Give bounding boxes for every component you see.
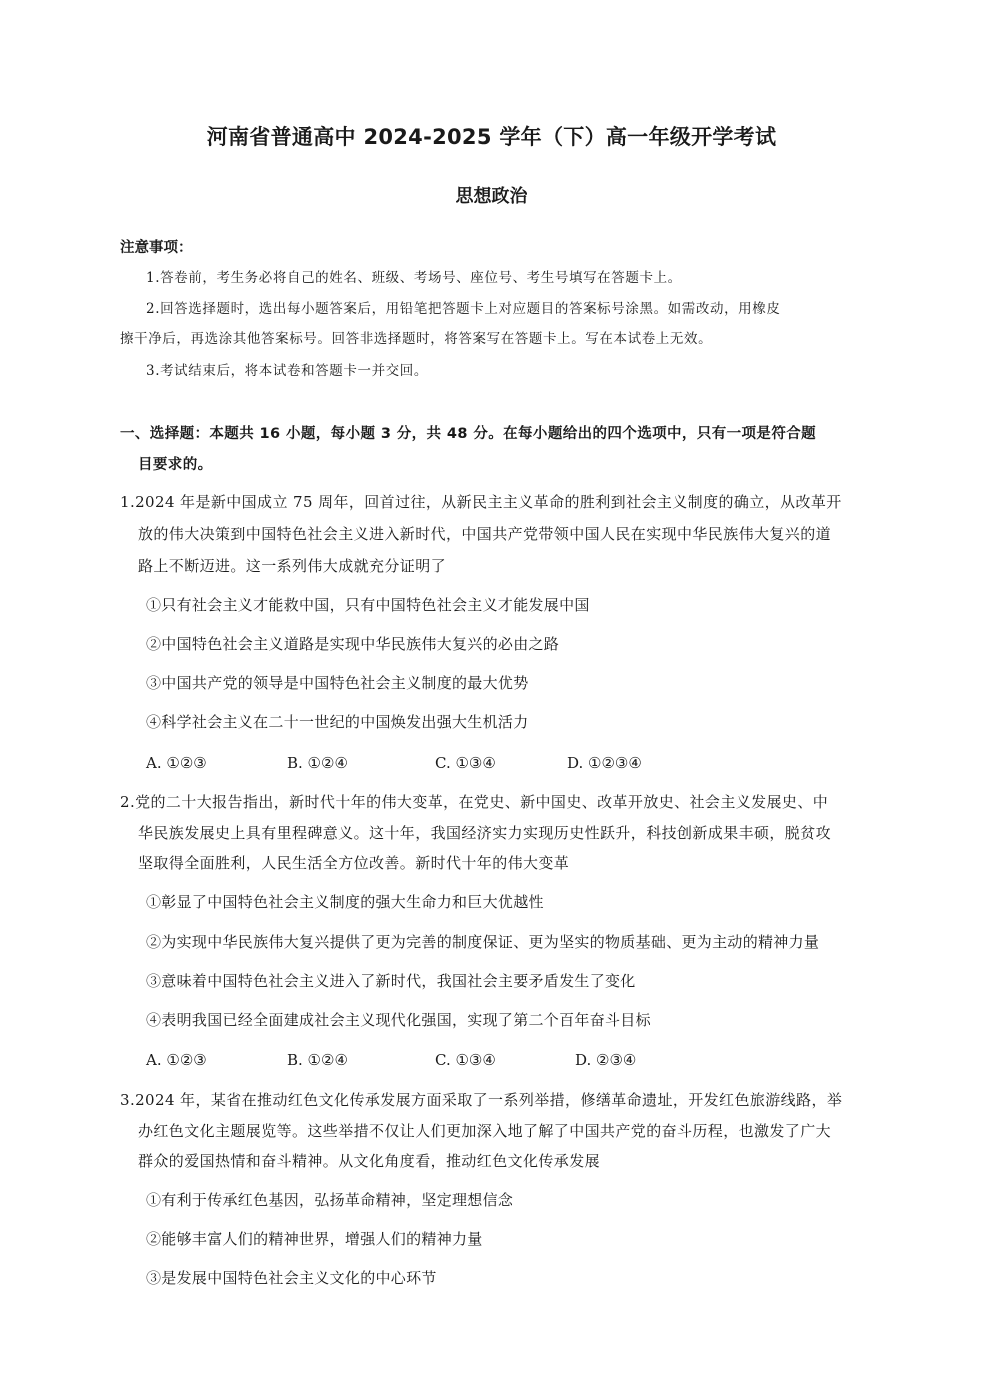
q2-stem-line-2: 华民族发展史上具有里程碑意义。这十年，我国经济实力实现历史性跃升，科技创新成果丰硕，脱贫攻 (138, 824, 832, 842)
exam-title: 河南省普通高中 2024-2025 学年（下）高一年级开学考试 (206, 125, 777, 149)
q1-choice-b: B. ①②④ (287, 754, 348, 772)
notice-line-2: 2.回答选择题时，选出每小题答案后，用铅笔把答题卡上对应题目的答案标号涂黑。如需改动，用橡皮 (146, 301, 781, 317)
q3-option-1: ①有利于传承红色基因，弘扬革命精神，坚定理想信念 (146, 1191, 514, 1209)
q1-choice-a: A. ①②③ (146, 754, 207, 772)
notice-line-4: 3.考试结束后，将本试卷和答题卡一并交回。 (146, 363, 428, 379)
q1-option-4: ④科学社会主义在二十一世纪的中国焕发出强大生机活力 (146, 713, 529, 731)
q2-choice-c: C. ①③④ (435, 1051, 496, 1069)
q1-stem-line-3: 路上不断迈进。这一系列伟大成就充分证明了 (138, 557, 447, 575)
q1-option-1: ①只有社会主义才能救中国，只有中国特色社会主义才能发展中国 (146, 596, 590, 614)
section-heading-line-1: 一、选择题：本题共 16 小题，每小题 3 分，共 48 分。在每小题给出的四个选项中，只有一项是符合题 (120, 426, 817, 442)
q2-choice-a: A. ①②③ (146, 1051, 207, 1069)
q2-choice-b: B. ①②④ (287, 1051, 348, 1069)
q1-choice-c: C. ①③④ (435, 754, 496, 772)
q2-option-2: ②为实现中华民族伟大复兴提供了更为完善的制度保证、更为坚实的物质基础、更为主动的精神力量 (146, 933, 820, 951)
notice-line-1: 1.答卷前，考生务必将自己的姓名、班级、考场号、座位号、考生号填写在答题卡上。 (146, 270, 682, 286)
q2-stem-line-1: 2.党的二十大报告指出，新时代十年的伟大变革，在党史、新中国史、改革开放史、社会主义发展史、中 (120, 793, 829, 811)
q3-option-3: ③是发展中国特色社会主义文化的中心环节 (146, 1269, 437, 1287)
q3-stem-line-1: 3.2024 年，某省在推动红色文化传承发展方面采取了一系列举措，修缮革命遗址，开发红色旅游线路，举 (120, 1091, 843, 1109)
notice-line-3: 擦干净后，再选涂其他答案标号。回答非选择题时，将答案写在答题卡上。写在本试卷上无效。 (120, 331, 713, 347)
q2-option-1: ①彰显了中国特色社会主义制度的强大生命力和巨大优越性 (146, 893, 544, 911)
q1-choice-d: D. ①②③④ (567, 754, 642, 772)
q2-stem-line-3: 坚取得全面胜利，人民生活全方位改善。新时代十年的伟大变革 (138, 854, 570, 872)
q2-option-4: ④表明我国已经全面建成社会主义现代化强国，实现了第二个百年奋斗目标 (146, 1011, 651, 1029)
q2-option-3: ③意味着中国特色社会主义进入了新时代，我国社会主要矛盾发生了变化 (146, 972, 636, 990)
notice-heading: 注意事项： (120, 240, 193, 256)
q3-stem-line-2: 办红色文化主题展览等。这些举措不仅让人们更加深入地了解了中国共产党的奋斗历程，也激发了广大 (138, 1122, 832, 1140)
section-heading-line-2: 目要求的。 (138, 457, 213, 473)
exam-subject: 思想政治 (455, 186, 528, 207)
q2-choice-d: D. ②③④ (575, 1051, 637, 1069)
q3-stem-line-3: 群众的爱国热情和奋斗精神。从文化角度看，推动红色文化传承发展 (138, 1152, 601, 1170)
q3-option-2: ②能够丰富人们的精神世界，增强人们的精神力量 (146, 1230, 483, 1248)
q1-stem-line-2: 放的伟大决策到中国特色社会主义进入新时代，中国共产党带领中国人民在实现中华民族伟大复兴的道 (138, 525, 832, 543)
q1-stem-line-1: 1.2024 年是新中国成立 75 周年，回首过往，从新民主主义革命的胜利到社会主义制度的确立，从改革开 (120, 493, 842, 511)
q1-option-3: ③中国共产党的领导是中国特色社会主义制度的最大优势 (146, 674, 529, 692)
q1-option-2: ②中国特色社会主义道路是实现中华民族伟大复兴的必由之路 (146, 635, 560, 653)
